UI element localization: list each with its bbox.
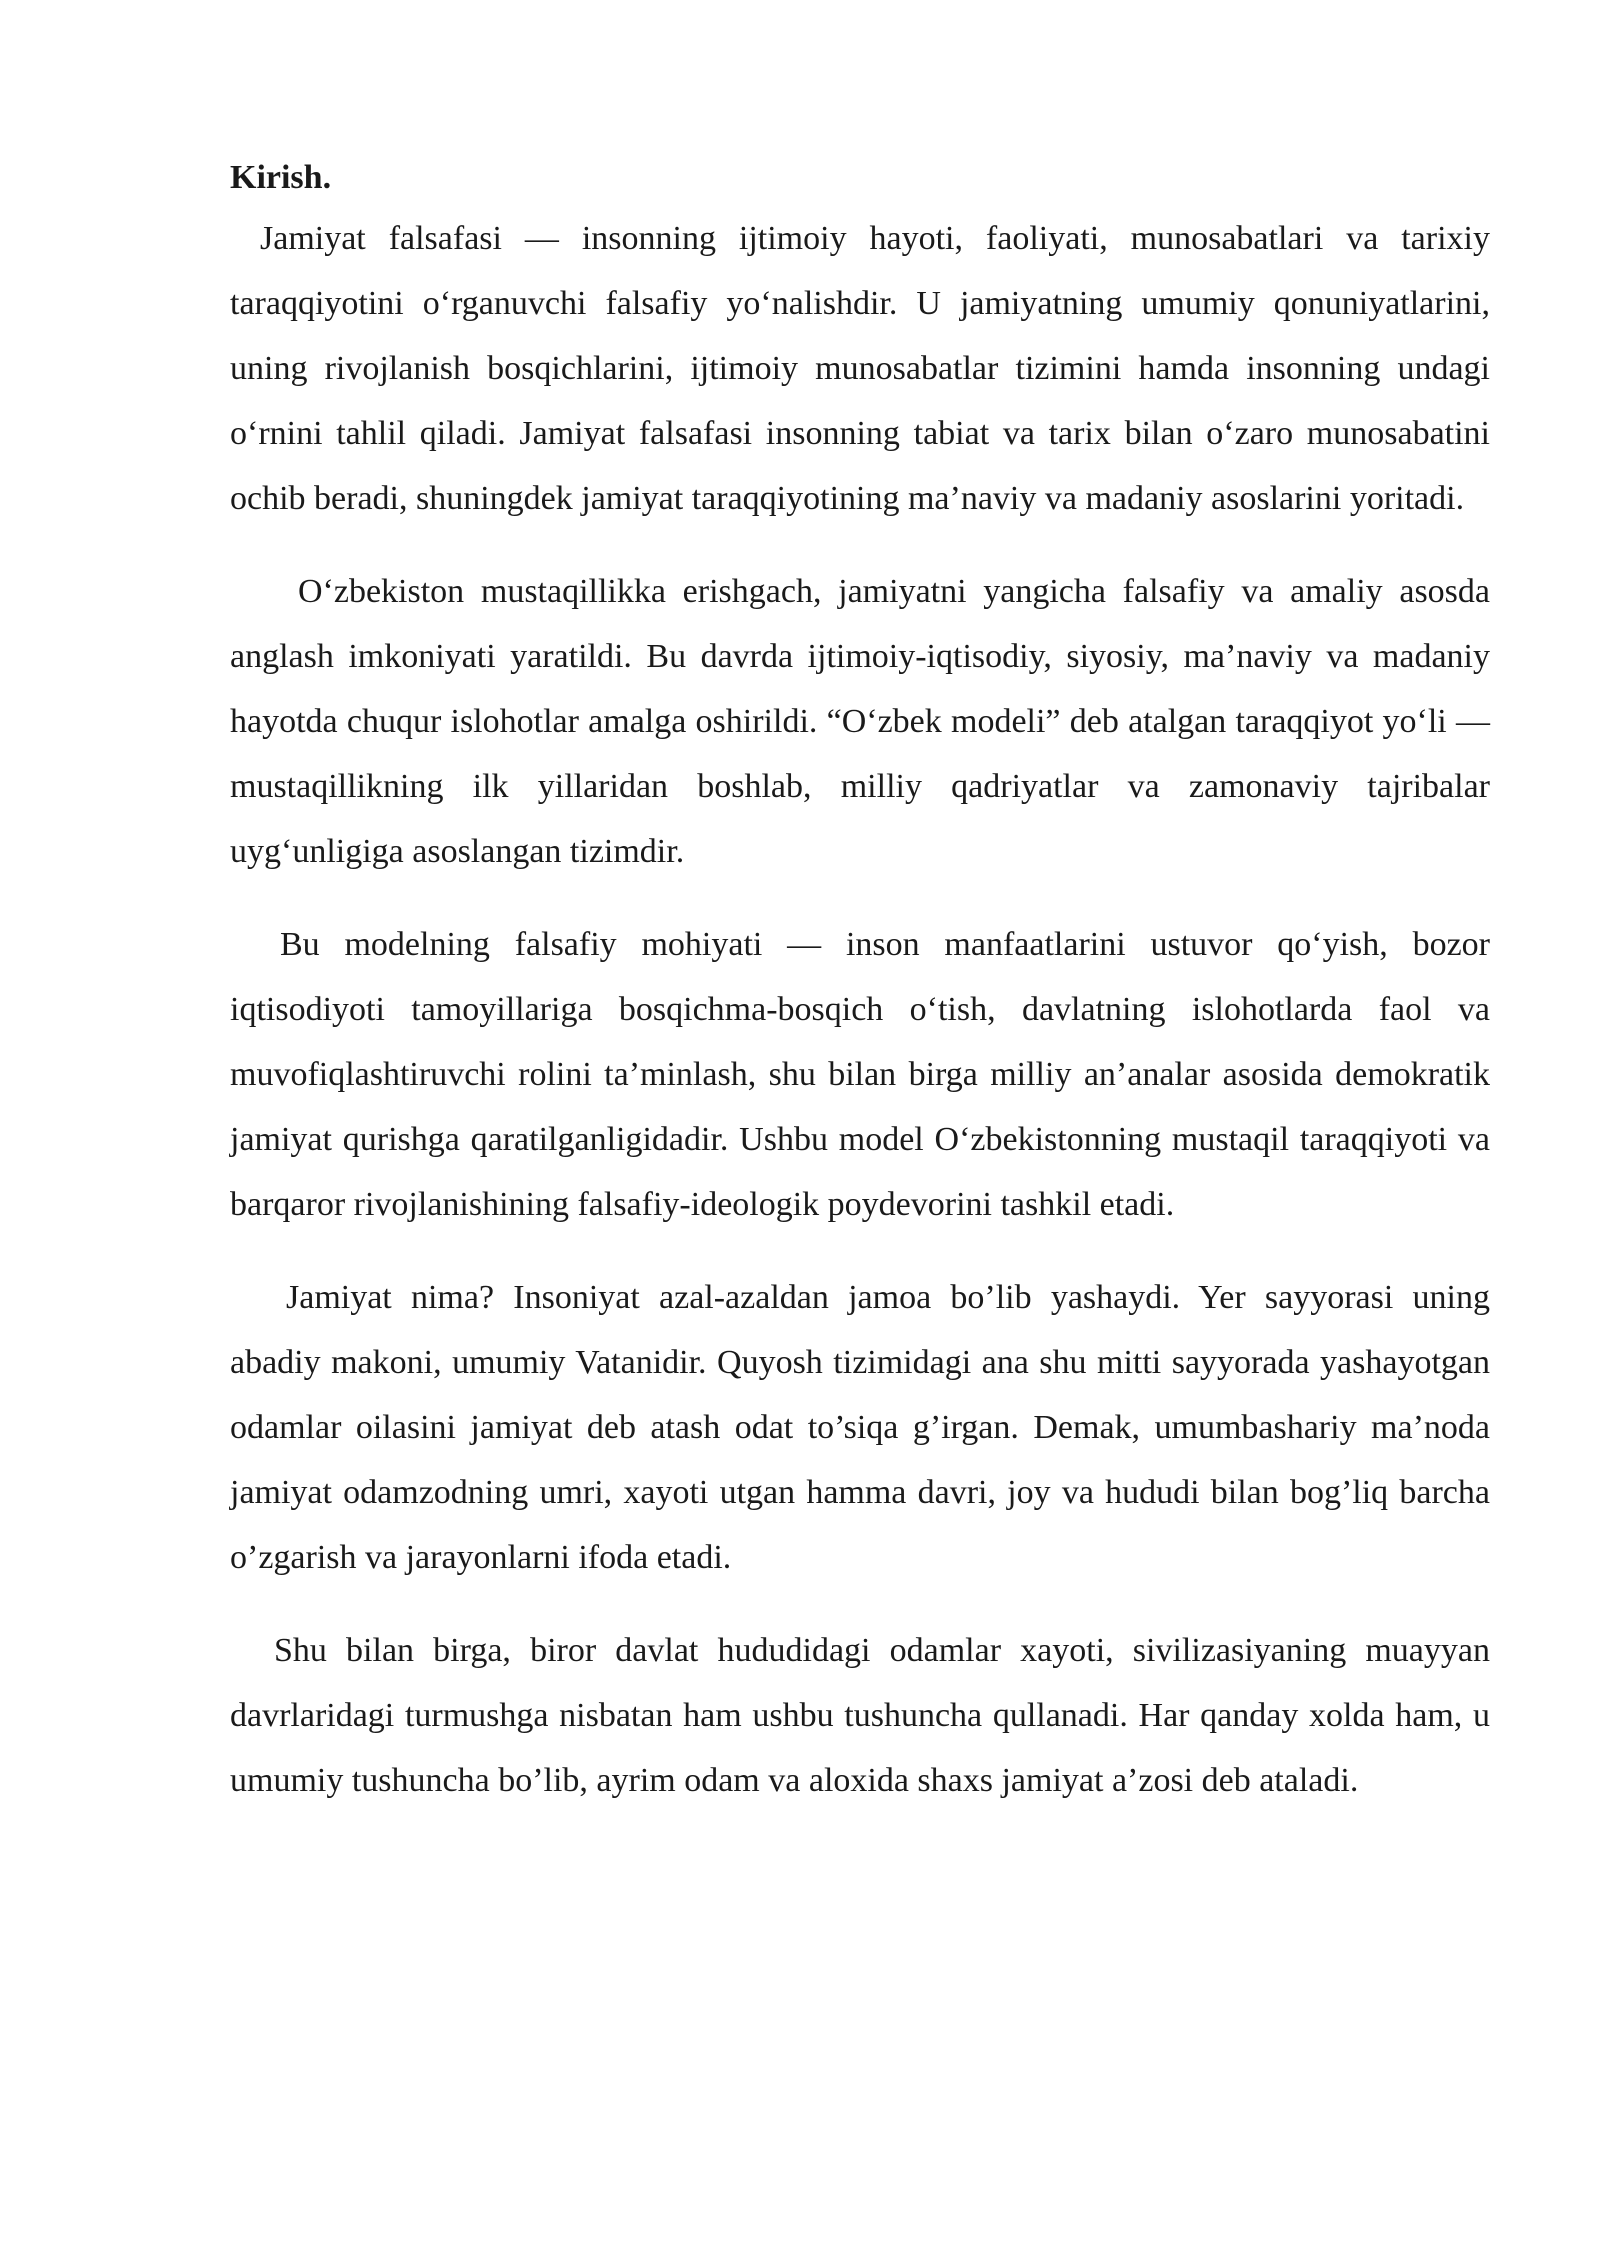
paragraph-2: O‘zbekiston mustaqillikka erishgach, jamiyatni yangicha falsafiy va amaliy asosda anglash imkoniyati yaratildi. Bu davrda ijtimoiy-iqtisodiy, siyosiy, ma’naviy va madaniy hayotda chuqur islohotlar amalga oshirildi. “O‘zbek modeli” deb atalgan taraqqiyot yo‘li — mustaqillikning ilk yillaridan boshlab, milliy qadriyatlar va zamonaviy tajribalar uyg‘unligiga asoslangan tizimdir. xyxy=(230,573,1490,870)
section-heading: Kirish. xyxy=(230,159,332,196)
paragraph-4: Jamiyat nima? Insoniyat azal-azaldan jamoa bo’lib yashaydi. Yer sayyorasi uning abadiy makoni, umumiy Vatanidir. Quyosh tizimidagi ana shu mitti sayyorada yashayotgan odamlar oilasini jamiyat deb atash odat to’siqa g’irgan. Demak, umumbashariy ma’noda jamiyat odamzodning umri, xayoti utgan hamma davri, joy va hududi bilan bog’liq barcha o’zgarish va jarayonlarni ifoda etadi. xyxy=(230,1279,1490,1576)
paragraph-5: Shu bilan birga, biror davlat hududidagi odamlar xayoti, sivilizasiyaning muayyan davrlaridagi turmushga nisbatan ham ushbu tushuncha qullanadi. Har qanday xolda ham, u umumiy tushuncha bo’lib, ayrim odam va aloxida shaxs jamiyat a’zosi deb ataladi. xyxy=(230,1632,1490,1799)
document-body xyxy=(230,150,1490,1813)
paragraph-3: Bu modelning falsafiy mohiyati — inson manfaatlarini ustuvor qo‘yish, bozor iqtisodiyoti tamoyillariga bosqichma-bosqich o‘tish, davlatning islohotlarda faol va muvofiqlashtiruvchi rolini ta’minlash, shu bilan birga milliy an’analar asosida demokratik jamiyat qurishga qaratilganligidadir. Ushbu model O‘zbekistonning mustaqil taraqqiyoti va barqaror rivojlanishining falsafiy-ideologik poydevorini tashkil etadi. xyxy=(230,926,1490,1223)
paragraph-1: Jamiyat falsafasi — insonning ijtimoiy hayoti, faoliyati, munosabatlari va tarixiy taraqqiyotini o‘rganuvchi falsafiy yo‘nalishdir. U jamiyatning umumiy qonuniyatlarini, uning rivojlanish bosqichlarini, ijtimoiy munosabatlar tizimini hamda insonning undagi o‘rnini tahlil qiladi. Jamiyat falsafasi insonning tabiat va tarix bilan o‘zaro munosabatini ochib beradi, shuningdek jamiyat taraqqiyotining ma’naviy va madaniy asoslarini yoritadi. xyxy=(230,220,1490,517)
